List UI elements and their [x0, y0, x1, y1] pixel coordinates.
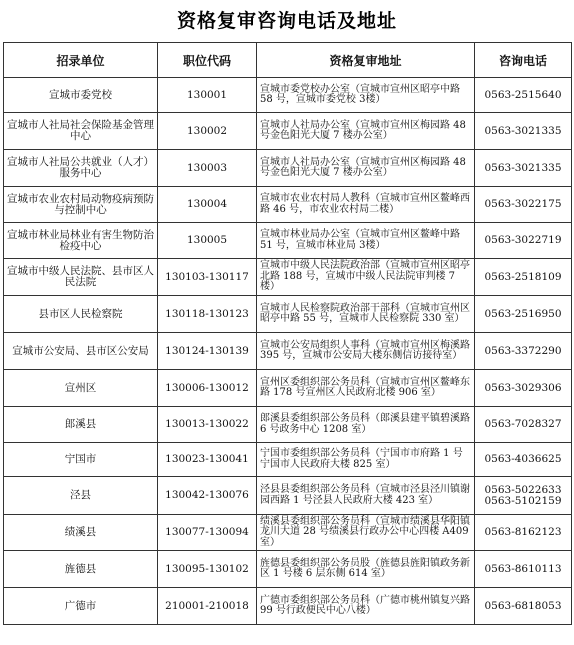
- table-row: [4, 370, 572, 407]
- cell-unit: 宁国市: [4, 443, 158, 477]
- cell-position-code: 130003: [158, 150, 257, 187]
- cell-phone: 0563-6818053: [475, 588, 572, 625]
- cell-unit: 郎溪县: [4, 407, 158, 443]
- cell-unit: 宣城市中级人民法院、县市区人民法院: [4, 259, 158, 296]
- cell-phone: 0563-5022633 0563-5102159: [475, 477, 572, 515]
- cell-position-code: 130124-130139: [158, 333, 257, 370]
- cell-unit: 旌德县: [4, 551, 158, 588]
- cell-position-code: 130004: [158, 187, 257, 223]
- table-row: [4, 477, 572, 515]
- table-row: [4, 333, 572, 370]
- cell-phone: 0563-2516950: [475, 296, 572, 333]
- table-row: [4, 551, 572, 588]
- cell-position-code: 210001-210018: [158, 588, 257, 625]
- table-row: [4, 259, 572, 296]
- cell-position-code: 130002: [158, 113, 257, 150]
- cell-position-code: 130013-130022: [158, 407, 257, 443]
- cell-unit: 宣城市人社局公共就业（人才）服务中心: [4, 150, 158, 187]
- cell-unit: 泾县: [4, 477, 158, 515]
- cell-position-code: 130001: [158, 78, 257, 113]
- cell-address: 郎溪县委组织部公务员科（郎溪县建平镇碧溪路 6 号政务中心 1208 室）: [257, 407, 475, 443]
- page-title: 资格复审咨询电话及地址: [176, 10, 397, 32]
- table-row: [4, 588, 572, 625]
- cell-phone: 0563-3022175: [475, 187, 572, 223]
- cell-unit: 县市区人民检察院: [4, 296, 158, 333]
- cell-phone: 0563-8162123: [475, 515, 572, 551]
- cell-unit: 宣州区: [4, 370, 158, 407]
- cell-address: 宣城市委党校办公室（宣城市宣州区昭亭中路 58 号，宣城市委党校 3楼）: [257, 78, 475, 113]
- cell-position-code: 130103-130117: [158, 259, 257, 296]
- cell-address: 宣城市人民检察院政治部干部科（宣城市宣州区昭亭中路 55 号，宣城市人民检察院 330 室）: [257, 296, 475, 333]
- cell-unit: 宣城市人社局社会保险基金管理中心: [4, 113, 158, 150]
- table-row: [4, 150, 572, 187]
- table-row: [4, 223, 572, 259]
- cell-position-code: 130042-130076: [158, 477, 257, 515]
- cell-position-code: 130006-130012: [158, 370, 257, 407]
- table-header-row: [4, 43, 572, 78]
- cell-phone: 0563-4036625: [475, 443, 572, 477]
- contact-table: [3, 42, 572, 625]
- cell-address: 宣州区委组织部公务员科（宣城市宣州区鳌峰东路 178 号宣州区人民政府北楼 906 室）: [257, 370, 475, 407]
- cell-unit: 广德市: [4, 588, 158, 625]
- cell-phone: 0563-3022719: [475, 223, 572, 259]
- cell-unit: 宣城市委党校: [4, 78, 158, 113]
- cell-phone: 0563-3021335: [475, 113, 572, 150]
- cell-position-code: 130095-130102: [158, 551, 257, 588]
- cell-phone: 0563-3372290: [475, 333, 572, 370]
- header-unit: 招录单位: [4, 43, 158, 78]
- table-row: [4, 443, 572, 477]
- cell-phone: 0563-8610113: [475, 551, 572, 588]
- cell-position-code: 130023-130041: [158, 443, 257, 477]
- cell-unit: 宣城市林业局林业有害生物防治检疫中心: [4, 223, 158, 259]
- table-body: [4, 78, 572, 625]
- cell-address: 旌德县委组织部公务员股（旌德县旌阳镇政务新区 1 号楼 6 层东侧 614 室）: [257, 551, 475, 588]
- table-row: [4, 407, 572, 443]
- table-row: [4, 113, 572, 150]
- cell-address: 绩溪县委组织部公务员科（宣城市绩溪县华阳镇龙川大道 28 号绩溪县行政办公中心四楼 A409 室）: [257, 515, 475, 551]
- cell-position-code: 130118-130123: [158, 296, 257, 333]
- table-row: [4, 187, 572, 223]
- cell-address: 泾县县委组织部公务员科（宣城市泾县泾川镇谢园西路 1 号泾县人民政府大楼 423 室）: [257, 477, 475, 515]
- cell-address: 宣城市公安局组织人事科（宣城市宣州区梅溪路 395 号，宣城市公安局大楼东侧信访接待室）: [257, 333, 475, 370]
- cell-position-code: 130005: [158, 223, 257, 259]
- header-code: 职位代码: [158, 43, 257, 78]
- cell-address: 宣城市人社局办公室（宣城市宣州区梅园路 48 号金色阳光大厦 7 楼办公室）: [257, 113, 475, 150]
- cell-position-code: 130077-130094: [158, 515, 257, 551]
- cell-address: 宣城市林业局办公室（宣城市宣州区鳌峰中路 51 号，宣城市林业局 3楼）: [257, 223, 475, 259]
- cell-phone: 0563-2518109: [475, 259, 572, 296]
- cell-unit: 宣城市公安局、县市区公安局: [4, 333, 158, 370]
- cell-address: 宣城市农业农村局人教科（宣城市宣州区鳌峰西路 46 号，市农业农村局二楼）: [257, 187, 475, 223]
- table-row: [4, 296, 572, 333]
- cell-phone: 0563-3021335: [475, 150, 572, 187]
- cell-address: 宁国市委组织部公务员科（宁国市市府路 1 号宁国市人民政府大楼 825 室）: [257, 443, 475, 477]
- cell-phone: 0563-2515640: [475, 78, 572, 113]
- cell-unit: 宣城市农业农村局动物疫病预防与控制中心: [4, 187, 158, 223]
- table-row: [4, 78, 572, 113]
- cell-address: 宣城市人社局办公室（宣城市宣州区梅园路 48 号金色阳光大厦 7 楼办公室）: [257, 150, 475, 187]
- cell-phone: 0563-3029306: [475, 370, 572, 407]
- cell-address: 广德市委组织部公务员科（广德市桃州镇复兴路 99 号行政便民中心八楼）: [257, 588, 475, 625]
- cell-unit: 绩溪县: [4, 515, 158, 551]
- table-row: [4, 515, 572, 551]
- cell-address: 宣城市中级人民法院政治部（宣城市宣州区昭亭北路 188 号，宣城市中级人民法院审判楼 7 楼）: [257, 259, 475, 296]
- cell-phone: 0563-7028327: [475, 407, 572, 443]
- header-phone: 咨询电话: [475, 43, 572, 78]
- header-address: 资格复审地址: [257, 43, 475, 78]
